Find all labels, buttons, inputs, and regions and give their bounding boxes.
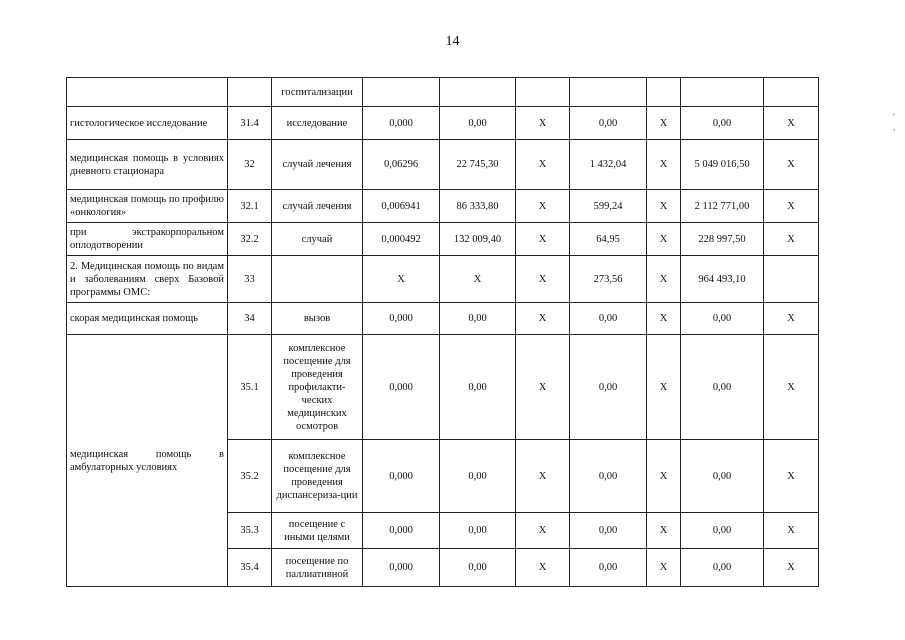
row-value-cell: 132 009,40 [440, 223, 516, 256]
row-value-cell: 22 745,30 [440, 140, 516, 190]
row-unit-cell: комплексное посещение для проведения диспансериза-ции [272, 440, 363, 513]
row-code-cell: 35.2 [228, 440, 272, 513]
row-value-cell [516, 78, 570, 107]
row-value-cell: 86 333,80 [440, 190, 516, 223]
table-row [67, 335, 819, 440]
row-value-cell: X [764, 140, 819, 190]
row-value-cell: 0,00 [440, 549, 516, 587]
row-unit-cell: случай [272, 223, 363, 256]
row-code-cell: 34 [228, 303, 272, 335]
row-name-cell: гистологическое исследование [67, 107, 228, 140]
row-unit-cell: случай лечения [272, 140, 363, 190]
row-value-cell [764, 256, 819, 303]
row-value-cell: X [647, 140, 681, 190]
row-value-cell: 0,00 [570, 440, 647, 513]
row-unit-cell [272, 256, 363, 303]
row-value-cell [681, 78, 764, 107]
row-unit-cell: посещение с иными целями [272, 513, 363, 549]
row-value-cell: 0,000 [363, 303, 440, 335]
row-value-cell: X [647, 513, 681, 549]
row-unit-cell: исследование [272, 107, 363, 140]
row-name-cell: медицинская помощь в условиях дневного стационара [67, 140, 228, 190]
row-value-cell: 0,00 [681, 335, 764, 440]
table-row [67, 223, 819, 256]
row-value-cell: 0,000 [363, 549, 440, 587]
row-value-cell: 0,00 [570, 549, 647, 587]
row-value-cell: X [647, 223, 681, 256]
row-value-cell: 0,000 [363, 335, 440, 440]
row-code-cell: 32.1 [228, 190, 272, 223]
row-value-cell: 0,00 [440, 335, 516, 440]
row-value-cell [570, 78, 647, 107]
row-name-cell: 2. Медицинская помощь по видам и заболеваниям сверх Базовой программы ОМС: [67, 256, 228, 303]
row-unit-cell: посещение по паллиативной [272, 549, 363, 587]
page-number: 14 [445, 34, 460, 49]
row-value-cell: X [647, 303, 681, 335]
row-value-cell: X [516, 190, 570, 223]
row-value-cell: 0,00 [681, 107, 764, 140]
row-value-cell: 2 112 771,00 [681, 190, 764, 223]
row-value-cell: 64,95 [570, 223, 647, 256]
row-value-cell: 1 432,04 [570, 140, 647, 190]
row-value-cell: X [764, 107, 819, 140]
row-value-cell [363, 78, 440, 107]
row-value-cell: 273,56 [570, 256, 647, 303]
row-value-cell: X [764, 549, 819, 587]
row-value-cell: 0,00 [440, 440, 516, 513]
row-value-cell: X [516, 549, 570, 587]
row-value-cell [764, 78, 819, 107]
row-value-cell: X [647, 440, 681, 513]
row-value-cell: X [363, 256, 440, 303]
row-value-cell: 0,000492 [363, 223, 440, 256]
row-value-cell: 0,00 [440, 303, 516, 335]
row-unit-cell: вызов [272, 303, 363, 335]
row-value-cell: X [764, 190, 819, 223]
row-code-cell: 32.2 [228, 223, 272, 256]
row-value-cell: 0,00 [570, 303, 647, 335]
row-value-cell: 0,06296 [363, 140, 440, 190]
row-unit-cell: комплексное посещение для проведения профилакти-ческих медицинских осмотров [272, 335, 363, 440]
table-body [67, 78, 819, 587]
row-name-cell: медицинская помощь по профилю «онкология» [67, 190, 228, 223]
row-code-cell: 33 [228, 256, 272, 303]
table-row [67, 107, 819, 140]
row-value-cell: X [647, 256, 681, 303]
row-value-cell: 0,000 [363, 440, 440, 513]
row-name-cell [67, 78, 228, 107]
row-value-cell: 5 049 016,50 [681, 140, 764, 190]
table-row [67, 140, 819, 190]
row-value-cell: X [516, 140, 570, 190]
row-value-cell: X [647, 107, 681, 140]
row-value-cell: 0,00 [440, 513, 516, 549]
row-value-cell: X [764, 303, 819, 335]
row-value-cell: X [764, 440, 819, 513]
row-code-cell: 35.4 [228, 549, 272, 587]
row-value-cell: 0,00 [681, 549, 764, 587]
row-unit-cell: госпитализации [272, 78, 363, 107]
row-unit-cell: случай лечения [272, 190, 363, 223]
row-value-cell [440, 78, 516, 107]
row-value-cell: 0,00 [440, 107, 516, 140]
row-value-cell: 0,00 [570, 513, 647, 549]
row-value-cell: X [647, 335, 681, 440]
table-row [67, 190, 819, 223]
row-code-cell [228, 78, 272, 107]
row-value-cell: X [647, 190, 681, 223]
row-value-cell: X [516, 513, 570, 549]
margin-marks: ' , [893, 112, 896, 132]
row-value-cell: X [516, 440, 570, 513]
row-code-cell: 32 [228, 140, 272, 190]
data-table [66, 77, 819, 587]
row-value-cell: 0,00 [681, 303, 764, 335]
row-value-cell: X [764, 513, 819, 549]
row-value-cell: 0,006941 [363, 190, 440, 223]
row-value-cell: 0,000 [363, 107, 440, 140]
row-value-cell: X [764, 223, 819, 256]
row-code-cell: 35.3 [228, 513, 272, 549]
row-value-cell: X [764, 335, 819, 440]
row-value-cell: 964 493,10 [681, 256, 764, 303]
row-value-cell: 0,00 [681, 513, 764, 549]
row-name-cell: при экстракорпоральном оплодотворении [67, 223, 228, 256]
row-value-cell: 0,00 [570, 335, 647, 440]
row-code-cell: 35.1 [228, 335, 272, 440]
row-value-cell: 599,24 [570, 190, 647, 223]
group-name-cell: медицинская помощь в амбулаторных условиях [67, 335, 228, 587]
row-value-cell: 0,00 [681, 440, 764, 513]
row-value-cell [647, 78, 681, 107]
row-value-cell: X [516, 303, 570, 335]
row-value-cell: X [516, 256, 570, 303]
row-value-cell: X [516, 107, 570, 140]
row-value-cell: 228 997,50 [681, 223, 764, 256]
row-value-cell: X [516, 223, 570, 256]
row-value-cell: 0,00 [570, 107, 647, 140]
row-value-cell: X [440, 256, 516, 303]
row-value-cell: X [516, 335, 570, 440]
row-value-cell: X [647, 549, 681, 587]
row-code-cell: 31.4 [228, 107, 272, 140]
row-value-cell: 0,000 [363, 513, 440, 549]
table-row [67, 78, 819, 107]
row-name-cell: скорая медицинская помощь [67, 303, 228, 335]
table-row [67, 256, 819, 303]
table-row [67, 303, 819, 335]
